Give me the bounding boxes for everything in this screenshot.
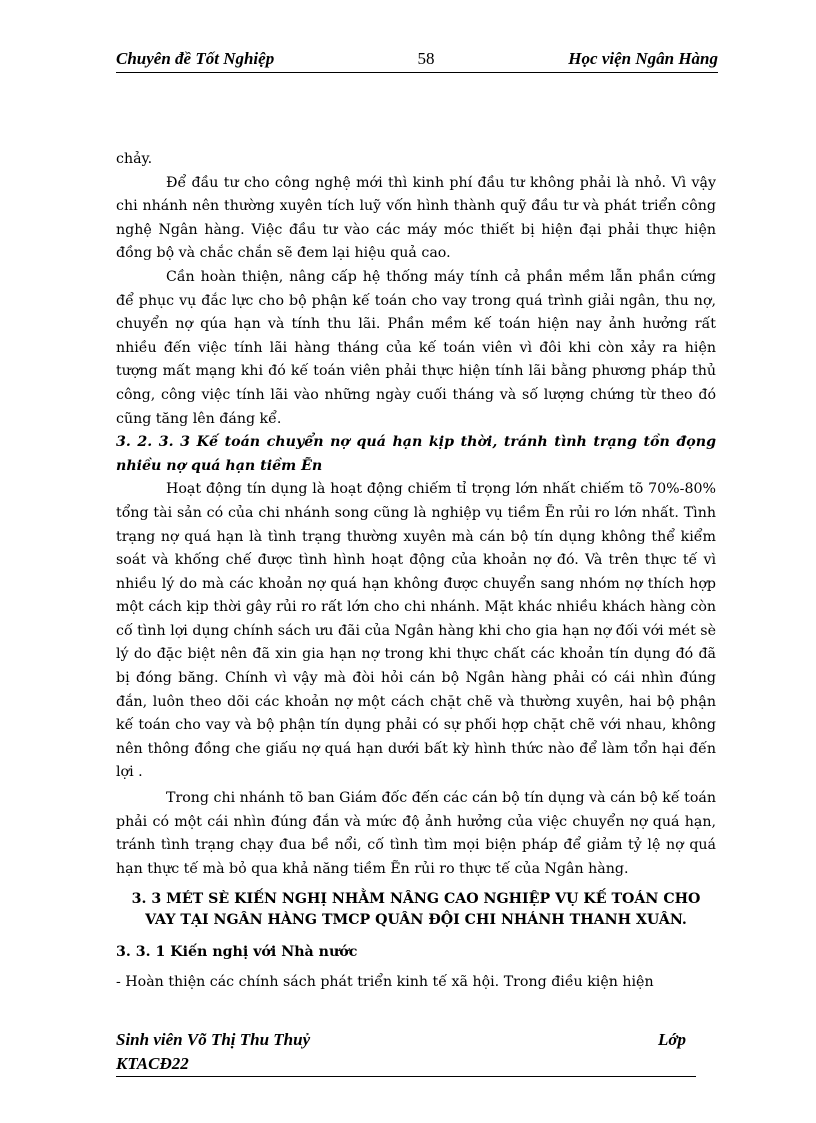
paragraph-continuation: chảy. [116,151,153,167]
page-footer [116,1028,696,1077]
subsection-heading: 3. 2. 3. 3 Kế toán chuyển nợ quá hạn kịp thời, tránh tình trạng tồn đọng nhiều nợ quá hạn tiềm Ẽn [116,434,716,474]
paragraph-credit-activity: Hoạt động tín dụng là hoạt động chiếm tỉ trọng lớn nhất chiếm tõ 70%-80% tổng tài sản có của chi nhánh song cũng là nghiệp vụ tiềm Ẽn rủi ro lớn nhất. Tình trạng nợ quá hạn là tình trạng thường xuyên mà cán bộ tín dụng không thể kiểm soát và khống chế được tình hình hoạt động của khoản nợ đó. Và trên thực tế vì nhiều lý do mà các khoản nợ quá hạn không được chuyển sang nhóm nợ thích hợp một cách kịp thời gây rủi ro rất lớn cho chi nhánh. Mặt khác nhiều khách hàng còn cố tình lợi dụng chính sách ưu đãi của Ngân hàng khi cho gia hạn nợ đối với mét sè lý do đặc biệt nên đã xin gia hạn nợ trong khi thực chất các khoản tín dụng đó đã bị đóng băng. Chính vì vậy mà đòi hỏi cán bộ Ngân hàng phải có cái nhìn đúng đắn, luôn theo dõi các khoản nợ một cách chặt chẽ và thường xuyên, hai bộ phận kế toán cho vay và bộ phận tín dụng phải có sự phối hợp chặt chẽ với nhau, không nên thông đồng che giấu nợ quá hạn dưới bất kỳ hình thức nào để làm tổn hại đến lợi . [116,481,716,781]
recommendation-heading: 3. 3. 1 Kiến nghị với Nhà nước [116,944,358,961]
footer-class-code: KTACĐ22 [116,1054,189,1073]
paragraph-policy: - Hoàn thiện các chính sách phát triển kinh tế xã hội. Trong điều kiện hiện [116,974,654,990]
paragraph-computer-system: Cần hoàn thiện, nâng cấp hệ thống máy tính cả phần mềm lẫn phần cứng để phục vụ đắc lực cho bộ phận kế toán cho vay trong quá trình giải ngân, thu nợ, chuyển nợ qúa hạn và tính thu lãi. Phần mềm kế toán hiện nay ảnh hưởng rất nhiều đến việc tính lãi hàng tháng của kế toán viên vì đôi khi còn xảy ra hiện tượng mất mạng khi đó kế toán viên phải thực hiện tính lãi bằng phương pháp thủ công, công việc tính lãi vào những ngày cuối tháng và số lượng chứng từ theo đó cũng tăng lên đáng kể. [116,268,716,427]
header-institution: Học viện Ngân Hàng [568,49,718,68]
page-number: 58 [417,49,435,68]
paragraph-branch-management: Trong chi nhánh tõ ban Giám đốc đến các cán bộ tín dụng và cán bộ kế toán phải có một cái nhìn đúng đắn và mức độ ảnh hưởng của việc chuyển nợ quá hạn, tránh tình trạng chạy đua bề nổi, cố tình tìm mọi biện pháp để giảm tỷ lệ nợ quá hạn thực tế mà bỏ qua khả năng tiềm Ẽn rủi ro thực tế của Ngân hàng. [116,790,716,877]
section-heading: 3. 3 MÉT SÈ KIẾN NGHỊ NHẰM NÂNG CAO NGHIỆP VỤ KẾ TOÁN CHO VAY TẠI NGÂN HÀNG TMCP QUÂN ĐỘI CHI NHÁNH THANH XUÂN. [131,891,701,929]
footer-student: Sinh viên Võ Thị Thu Thuỷ [116,1030,311,1049]
page-body [116,148,716,995]
header-title: Chuyên đề Tốt Nghiệp [116,49,275,68]
footer-class-label: Lớp [657,1030,686,1049]
page-header [116,48,718,73]
paragraph-investment: Để đầu tư cho công nghệ mới thì kinh phí đầu tư không phải là nhỏ. Vì vậy chi nhánh nên thường xuyên tích luỹ vốn hình thành quỹ đầu tư và phát triển công nghệ Ngân hàng. Việc đầu tư vào các máy móc thiết bị hiện đại phải thực hiện đồng bộ và chắc chắn sẽ đem lại hiệu quả cao. [116,174,716,262]
